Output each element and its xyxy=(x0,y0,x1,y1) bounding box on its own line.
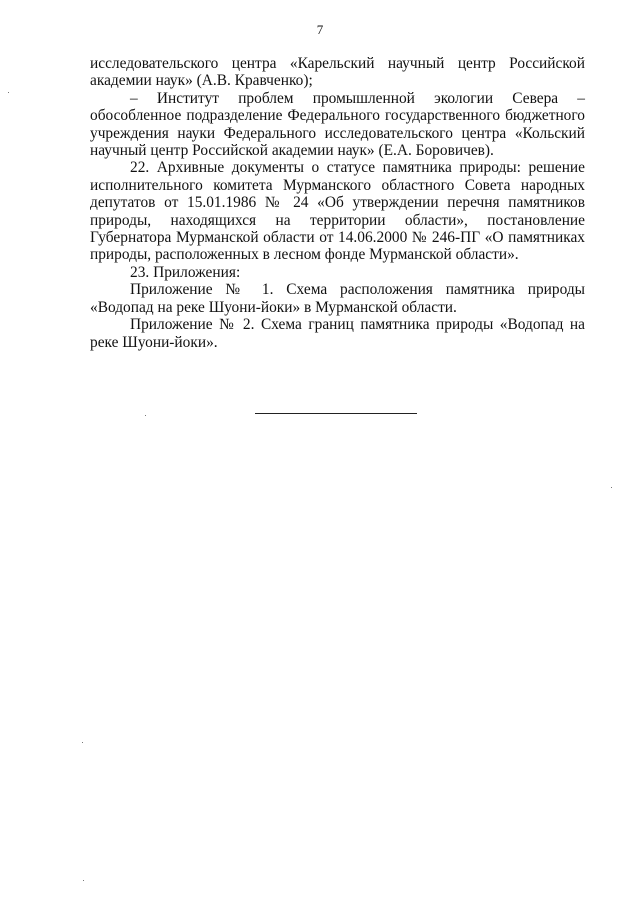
document-body xyxy=(90,55,585,351)
end-divider-line xyxy=(255,413,417,414)
paragraph-appendix-1: Приложение № 1. Схема расположения памятника природы «Водопад на реке Шуони-йоки» в Мурманской области. xyxy=(90,281,585,316)
scan-speck xyxy=(83,880,84,881)
scan-speck xyxy=(611,487,612,488)
paragraph-kola-institute: – Институт проблем промышленной экологии Севера – обособленное подразделение Федерального государственного бюджетного учреждения науки Федерального исследовательского центра «Кольский научный центр Российской академии наук» (Е.А. Боровичев). xyxy=(90,89,585,160)
paragraph-appendix-2: Приложение № 2. Схема границ памятника природы «Водопад на реке Шуони-йоки». xyxy=(90,316,585,351)
scan-speck xyxy=(145,415,146,416)
paragraph-appendices-heading: 23. Приложения: xyxy=(130,263,241,281)
paragraph-archive-documents: 22. Архивные документы о статусе памятника природы: решение исполнительного комитета Мурманского областного Совета народных депутатов от 15.01.1986 № 24 «Об утверждении перечня памятников природы, находящихся на территории области», постановление Губернатора Мурманской области от 14.06.2000 № 246-ПГ «О памятниках природы, расположенных в лесном фонде Мурманской области». xyxy=(90,159,585,264)
scan-speck xyxy=(82,742,83,743)
paragraph-karelian-center: исследовательского центра «Карельский научный центр Российской академии наук» (А.В. Кравченко); xyxy=(90,55,585,90)
page-number: 7 xyxy=(316,22,324,37)
scan-speck xyxy=(8,92,9,93)
